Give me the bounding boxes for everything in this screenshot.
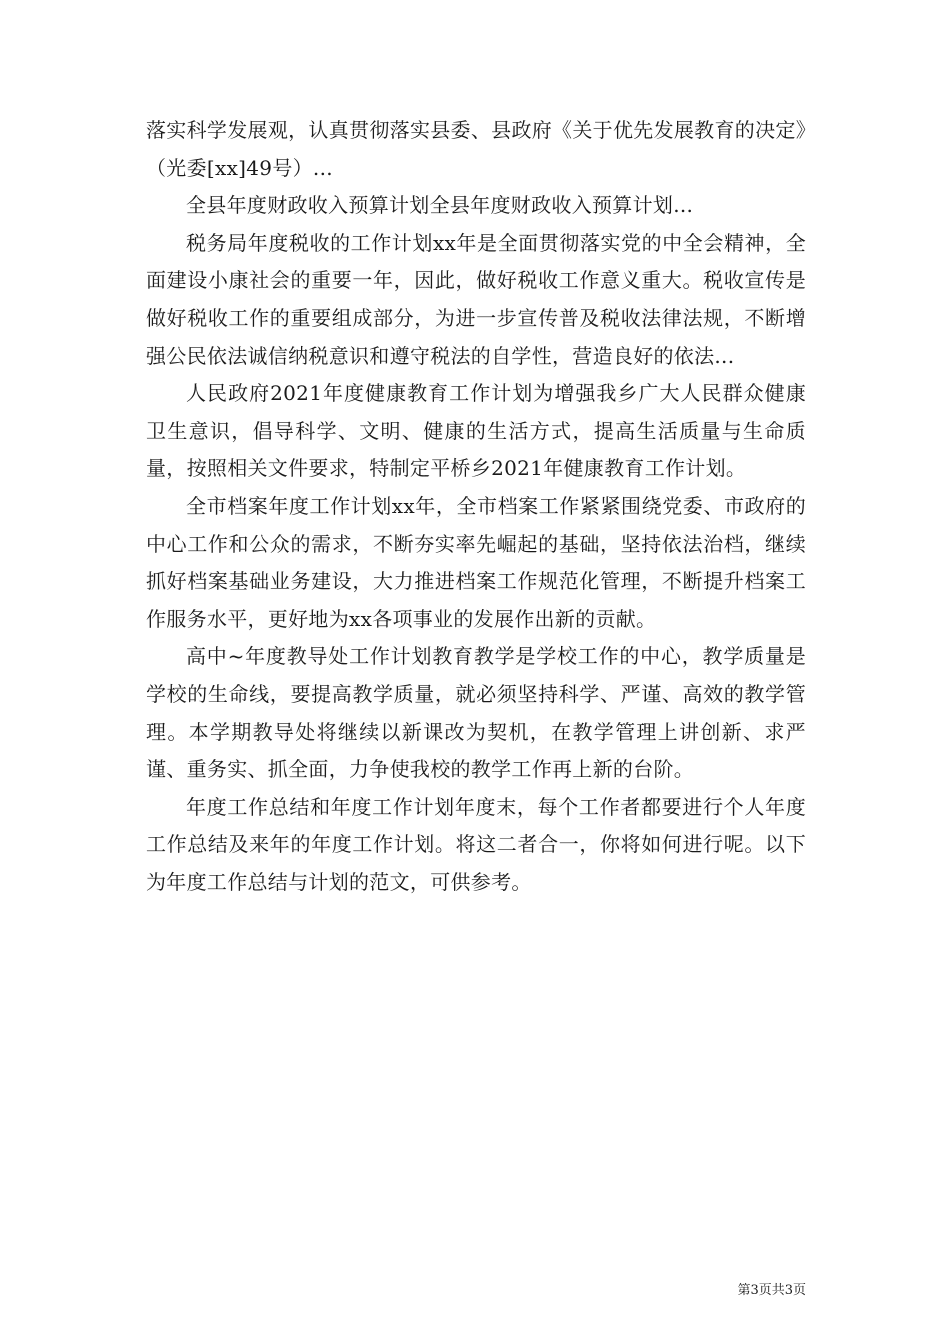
paragraph-6: 高中~年度教导处工作计划教育教学是学校工作的中心，教学质量是学校的生命线，要提高教学质量，就必须坚持科学、严谨、高效的教学管理。本学期教导处将继续以新课改为契机，在教学管理上讲创新、求严谨、重务实、抓全面，力争使我校的教学工作再上新的台阶。 xyxy=(146,644,806,782)
paragraph-1: 落实科学发展观，认真贯彻落实县委、县政府《关于优先发展教育的决定》（光委[xx]49号）... xyxy=(146,118,806,180)
paragraph-7: 年度工作总结和年度工作计划年度末，每个工作者都要进行个人年度工作总结及来年的年度工作计划。将这二者合一，你将如何进行呢。以下为年度工作总结与计划的范文，可供参考。 xyxy=(146,794,806,894)
document-body xyxy=(146,112,806,901)
paragraph-3: 税务局年度税收的工作计划xx年是全面贯彻落实党的中全会精神，全面建设小康社会的重要一年，因此，做好税收工作意义重大。税收宣传是做好税收工作的重要组成部分，为进一步宣传普及税收法律法规，不断增强公民依法诚信纳税意识和遵守税法的自学性，营造良好的依法... xyxy=(146,230,806,368)
paragraph-2: 全县年度财政收入预算计划全县年度财政收入预算计划... xyxy=(186,193,694,218)
page-number: 第3页共3页 xyxy=(737,1283,806,1298)
paragraph-5: 全市档案年度工作计划xx年，全市档案工作紧紧围绕党委、市政府的中心工作和公众的需求，不断夯实率先崛起的基础，坚持依法治档，继续抓好档案基础业务建设，大力推进档案工作规范化管理，不断提升档案工作服务水平，更好地为xx各项事业的发展作出新的贡献。 xyxy=(146,493,806,631)
paragraph-4: 人民政府2021年度健康教育工作计划为增强我乡广大人民群众健康卫生意识，倡导科学、文明、健康的生活方式，提高生活质量与生命质量，按照相关文件要求，特制定平桥乡2021年健康教育工作计划。 xyxy=(146,381,806,481)
